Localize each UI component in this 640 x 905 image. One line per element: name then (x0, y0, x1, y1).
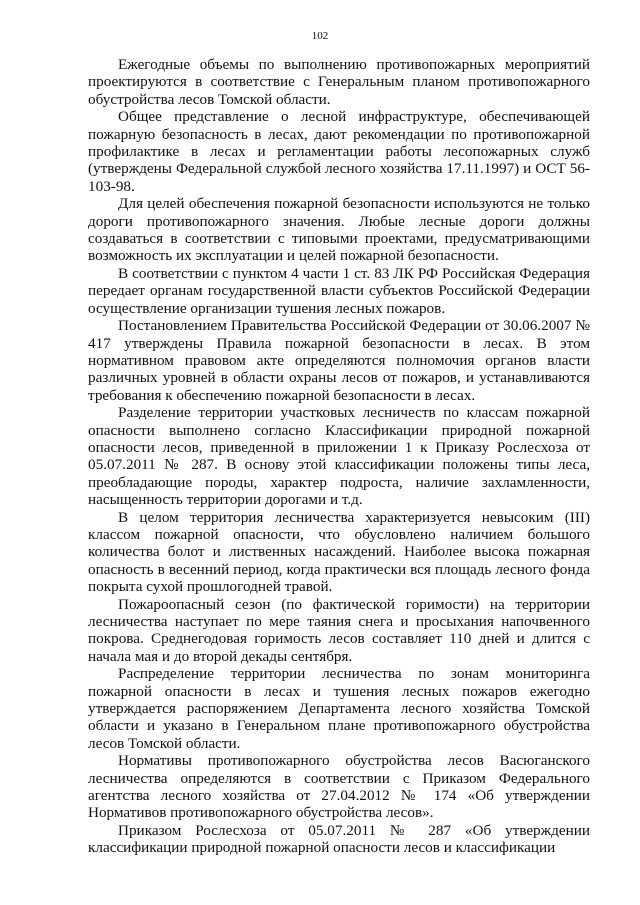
page-number: 102 (311, 30, 329, 42)
paragraph-norms: Нормативы противопожарного обустройства лесов Васюганского лесничества определяются в соответствии с Приказом Федерального агентства лесного хозяйства от 27.04.2012 № 174 «Об утверждении Нормативов противопожарного обустройства лесов». (88, 752, 590, 822)
paragraph-rosleskhoz-order: Приказом Рослесхоза от 05.07.2011 № 287 «Об утверждении классификации природной пожарной опасности лесов и классификации (88, 821, 590, 857)
paragraph-government-decree: Постановлением Правительства Российской Федерации от 30.06.2007 № 417 утверждены Правила пожарной безопасности в лесах. В этом нормативном правовом акте определяются полномочия органов власти различных уровней в области охраны лесов от пожаров, и устанавливаются требования к обеспечению пожарной безопасности в лесах. (88, 317, 590, 404)
paragraph-forest-infrastructure: Общее представление о лесной инфраструктуре, обеспечивающей пожарную безопасность в лесах, дают рекомендации по противопожарной профилактике в лесах и регламентации работы лесопожарных служб (утверждены Федеральной службой лесного хозяйства 17.11.1997) и ОСТ 56-103-98. (88, 108, 590, 195)
paragraph-forest-code: В соответствии с пунктом 4 части 1 ст. 83 ЛК РФ Российская Федерация передает органам государственной власти субъектов Российской Федерации осуществление организации тушения лесных пожаров. (88, 264, 590, 317)
paragraph-territory-class: В целом территория лесничества характеризуется невысоким (III) классом пожарной опасности, что обусловлено наличием большого количества болот и лиственных насаждений. Наиболее высока пожарная опасность в весенний период, когда практически вся площадь лесного фонда покрыта сухой прошлогодней травой. (88, 508, 590, 596)
paragraph-fire-season: Пожароопасный сезон (по фактической горимости) на территории лесничества наступает по мере таяния снега и просыхания напочвенного покрова. Среднегодовая горимость лесов составляет 110 дней и длится с начала мая и до второй декады сентября. (88, 595, 590, 665)
paragraph-fire-classes: Разделение территории участковых лесничеств по классам пожарной опасности выполнено согласно Классификации природной пожарной опасности лесов, приведенной в приложении 1 к Приказу Рослесхоза от 05.07.2011 № 287. В основу этой классификации положены типы леса, преобладающие породы, характер подроста, наличие захламленности, насыщенность территории дорогами и т.д. (88, 404, 590, 509)
document-body (88, 56, 590, 857)
paragraph-annual-volumes: Ежегодные объемы по выполнению противопожарных мероприятий проектируются в соответствие с Генеральным планом противопожарного обустройства лесов Томской области. (88, 56, 590, 108)
paragraph-monitoring-zones: Распределение территории лесничества по зонам мониторинга пожарной опасности в лесах и тушения лесных пожаров ежегодно утверждается распоряжением Департамента лесного хозяйства Томской области и указано в Генеральном плане противопожарного обустройства лесов Томской области. (88, 665, 590, 752)
paragraph-fire-roads: Для целей обеспечения пожарной безопасности используются не только дороги противопожарного значения. Любые лесные дороги должны создаваться в соответствии с типовыми проектами, предусматривающими возможность их эксплуатации и целей пожарной безопасности. (88, 195, 590, 265)
